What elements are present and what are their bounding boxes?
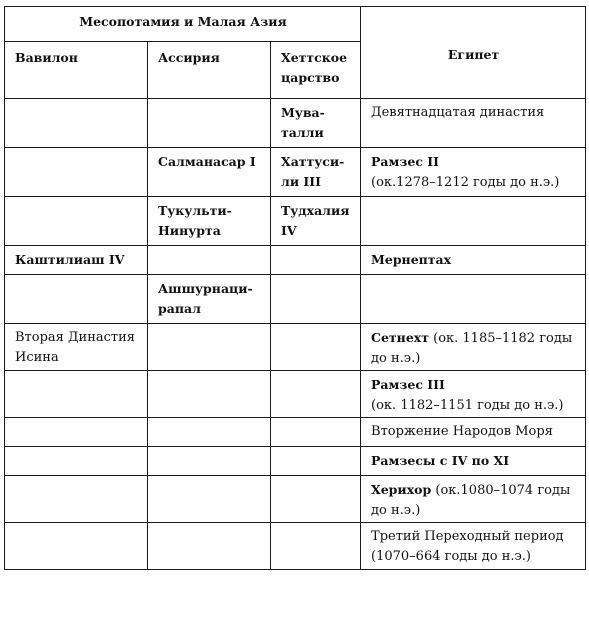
egypt-ruler-name: Рамзес III bbox=[371, 377, 445, 392]
egypt-note-line: (1070–664 годы до н.э.) bbox=[371, 549, 531, 564]
egypt-ruler-name: Мернептах bbox=[371, 252, 452, 267]
hittite-ruler-line: ли III bbox=[281, 174, 321, 189]
egypt-cell bbox=[361, 324, 586, 371]
babylon-header-cell bbox=[5, 42, 148, 99]
babylon-cell bbox=[5, 476, 148, 523]
hittite-cell bbox=[271, 418, 361, 447]
table-row bbox=[5, 371, 586, 418]
group-header-cell bbox=[5, 7, 361, 42]
babylon-cell bbox=[5, 523, 148, 570]
assyria-cell bbox=[148, 523, 271, 570]
egypt-cell bbox=[361, 148, 586, 197]
babylon-cell bbox=[5, 275, 148, 324]
babylon-cell bbox=[5, 418, 148, 447]
assyria-ruler-text: Салманасар I bbox=[158, 154, 256, 169]
assyria-cell bbox=[148, 275, 271, 324]
egypt-cell bbox=[361, 447, 586, 476]
egypt-ruler-name: Рамзес II bbox=[371, 154, 439, 169]
assyria-cell bbox=[148, 476, 271, 523]
egypt-cell bbox=[361, 418, 586, 447]
table-row bbox=[5, 476, 586, 523]
hittite-cell bbox=[271, 246, 361, 275]
assyria-cell bbox=[148, 447, 271, 476]
egypt-header-label: Египет bbox=[447, 46, 500, 62]
assyria-header-label: Ассирия bbox=[158, 50, 220, 65]
hittite-cell bbox=[271, 275, 361, 324]
babylon-header-label: Вавилон bbox=[15, 50, 78, 65]
hittite-ruler-line: Мува- bbox=[281, 105, 325, 120]
table-row bbox=[5, 275, 586, 324]
assyria-ruler-line: рапал bbox=[158, 301, 201, 316]
table-body bbox=[5, 99, 586, 570]
assyria-cell bbox=[148, 246, 271, 275]
egypt-note-line: Третий Переходный период bbox=[371, 529, 564, 544]
header-row-top bbox=[5, 7, 586, 42]
table-row bbox=[5, 99, 586, 148]
table-row bbox=[5, 324, 586, 371]
egypt-note-line: (ок.1080–1074 годы bbox=[435, 483, 571, 498]
egypt-cell bbox=[361, 275, 586, 324]
hittite-cell bbox=[271, 371, 361, 418]
babylon-cell bbox=[5, 447, 148, 476]
assyria-header-cell bbox=[148, 42, 271, 99]
egypt-cell bbox=[361, 99, 586, 148]
hittite-header-label-line1: Хеттское bbox=[281, 50, 348, 65]
assyria-cell bbox=[148, 197, 271, 246]
hittite-cell bbox=[271, 476, 361, 523]
hittite-ruler-line: Хаттуси- bbox=[281, 154, 345, 169]
hittite-cell bbox=[271, 523, 361, 570]
table-row bbox=[5, 447, 586, 476]
hittite-header-label-line2: царство bbox=[281, 70, 340, 85]
egypt-header-cell bbox=[361, 7, 586, 99]
table-row bbox=[5, 246, 586, 275]
babylon-ruler-text: Каштилиаш IV bbox=[15, 252, 125, 267]
egypt-cell bbox=[361, 476, 586, 523]
egypt-note-line: до н.э.) bbox=[371, 351, 421, 366]
egypt-note: Вторжение Народов Моря bbox=[371, 424, 553, 439]
egypt-cell bbox=[361, 371, 586, 418]
egypt-note: (ок.1278–1212 годы до н.э.) bbox=[371, 175, 560, 190]
hittite-cell bbox=[271, 99, 361, 148]
babylon-ruler-line: Вторая Династия bbox=[15, 330, 135, 345]
assyria-ruler-line: Нинурта bbox=[158, 223, 221, 238]
hittite-header-cell bbox=[271, 42, 361, 99]
babylon-ruler-line: Исина bbox=[15, 350, 59, 365]
hittite-cell bbox=[271, 197, 361, 246]
assyria-cell bbox=[148, 418, 271, 447]
assyria-cell bbox=[148, 148, 271, 197]
hittite-cell bbox=[271, 324, 361, 371]
babylon-cell bbox=[5, 371, 148, 418]
hittite-ruler-line: Тудхалия bbox=[281, 203, 350, 218]
assyria-ruler-line: Ашшурнаци- bbox=[158, 281, 253, 296]
assyria-ruler-line: Тукульти- bbox=[158, 203, 232, 218]
egypt-ruler-name: Сетнехт bbox=[371, 330, 429, 345]
table-row bbox=[5, 418, 586, 447]
chronology-table bbox=[4, 6, 586, 570]
egypt-note-line: (ок. 1185–1182 годы bbox=[433, 331, 573, 346]
babylon-cell bbox=[5, 99, 148, 148]
hittite-cell bbox=[271, 148, 361, 197]
hittite-ruler-line: IV bbox=[281, 223, 297, 238]
hittite-ruler-line: талли bbox=[281, 125, 324, 140]
babylon-cell bbox=[5, 197, 148, 246]
table-row bbox=[5, 197, 586, 246]
table-row bbox=[5, 523, 586, 570]
table-row bbox=[5, 148, 586, 197]
egypt-note: (ок. 1182–1151 годы до н.э.) bbox=[371, 398, 564, 413]
group-header-label: Месопотамия и Малая Азия bbox=[79, 14, 287, 29]
babylon-cell bbox=[5, 324, 148, 371]
egypt-cell bbox=[361, 523, 586, 570]
assyria-cell bbox=[148, 99, 271, 148]
egypt-note-line: до н.э.) bbox=[371, 503, 421, 518]
egypt-note: Девятнадцатая династия bbox=[371, 105, 545, 120]
egypt-cell bbox=[361, 197, 586, 246]
egypt-cell bbox=[361, 246, 586, 275]
egypt-ruler-name: Рамзесы с IV по XI bbox=[371, 453, 510, 468]
egypt-ruler-name: Херихор bbox=[371, 482, 432, 497]
assyria-cell bbox=[148, 324, 271, 371]
babylon-cell bbox=[5, 246, 148, 275]
assyria-cell bbox=[148, 371, 271, 418]
babylon-cell bbox=[5, 148, 148, 197]
hittite-cell bbox=[271, 447, 361, 476]
